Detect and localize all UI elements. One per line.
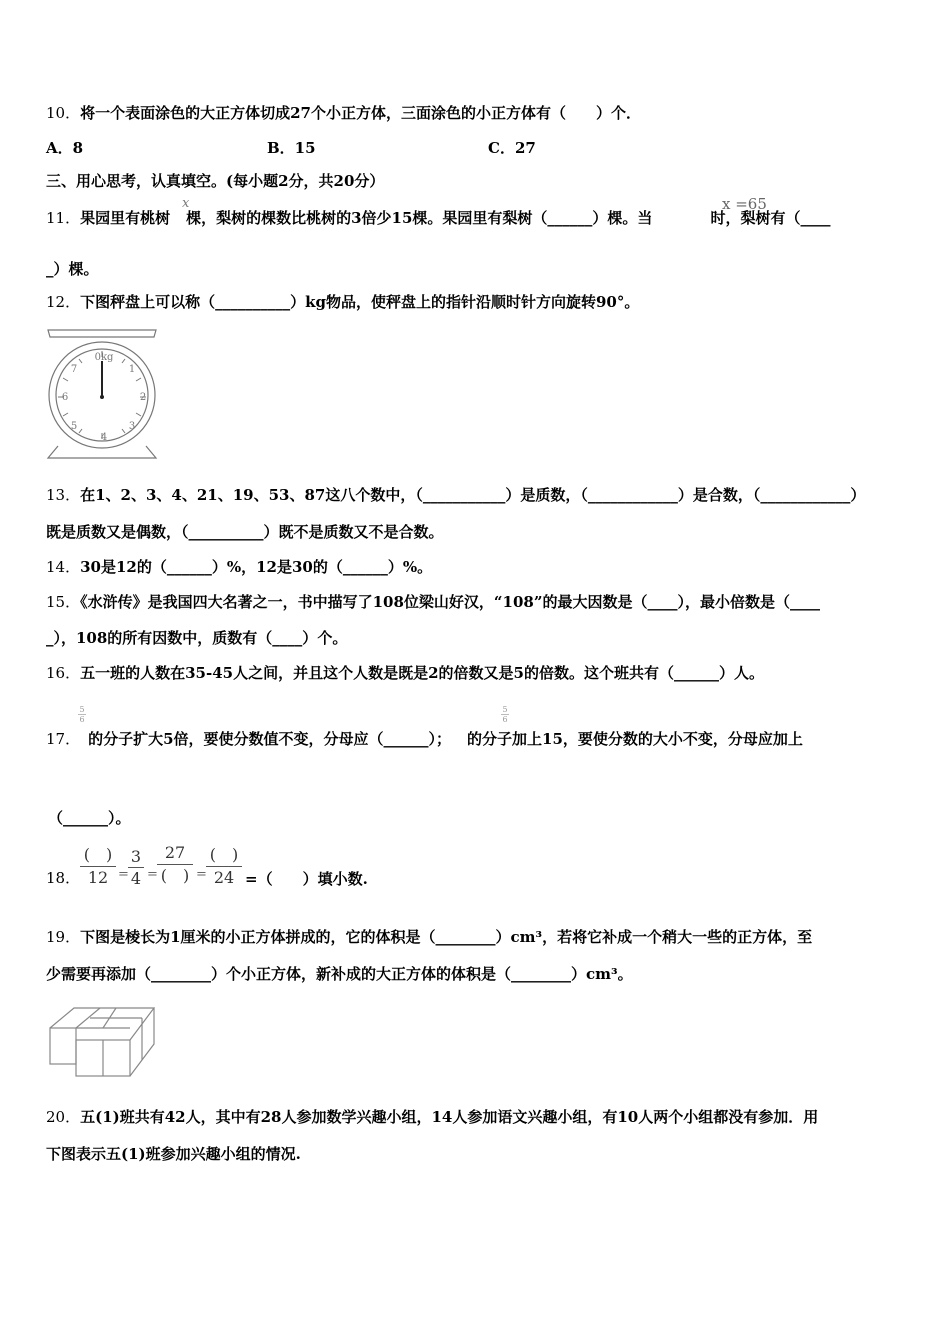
condition-expression: x =65 (722, 195, 767, 213)
section-heading: 三、用心思考，认真填空。(每小题2分，共20分） (46, 172, 385, 190)
question-17 (46, 729, 803, 749)
question-number: 15． (46, 593, 81, 611)
option-a: A．8 (46, 139, 84, 157)
question-19 (46, 927, 812, 947)
question-number: 20． (46, 1108, 81, 1126)
question-20-line2: 下图表示五(1)班参加兴趣小组的情况. (46, 1145, 301, 1163)
question-13 (46, 485, 865, 505)
question-20 (46, 1107, 818, 1127)
dial-label-4: 4 (100, 432, 108, 443)
dial-label-3: 3 (128, 421, 136, 432)
option-c: C．27 (488, 139, 536, 157)
cube-front-left (50, 1028, 76, 1064)
question-number: 19． (46, 928, 81, 946)
question-text-part1: 的分子扩大5倍，要使分数值不变，分母应（______）； (88, 730, 452, 748)
dial-label-2: 2 (139, 392, 147, 403)
fraction-five-sixths: $\frac{5}{6}$ (502, 705, 508, 724)
scale-unit-label: 0kg (94, 352, 114, 363)
fraction-3-over-4: $\frac{3}{4}$ (128, 846, 144, 889)
question-text: 下图秤盘上可以称（__________）kg物品，使秤盘上的指针沿顺时针方向旋转90°。 (80, 293, 640, 311)
dial-label-7: 7 (70, 364, 78, 375)
question-number: 12． (46, 293, 81, 311)
needle-pivot (100, 395, 104, 399)
question-15 (46, 592, 820, 612)
question-text: 《水浒传》是我国四大名著之一，书中描写了108位梁山好汉，“108”的最大因数是（____），最小倍数是（____ (80, 593, 820, 611)
question-text: 五一班的人数在35-45人之间，并且这个人数是既是2的倍数又是5的倍数。这个班共有（______）人。 (80, 664, 764, 682)
question-11 (46, 208, 830, 228)
question-text: 在1、2、3、4、21、19、53、87这八个数中，（___________）是质数，（____________）是合数，（____________） (80, 486, 866, 504)
question-10 (46, 103, 641, 123)
question-15-line2: _），108的所有因数中，质数有（____）个。 (46, 629, 348, 647)
question-14 (46, 557, 432, 577)
question-text: 五(1)班共有42人，其中有28人参加数学兴趣小组，14人参加语文兴趣小组，有10人两个小组都没有参加．用 (80, 1108, 819, 1126)
option-b: B．15 (267, 139, 316, 157)
equals-sign: = (147, 867, 158, 882)
weighing-scale-figure (44, 327, 160, 460)
question-number: 17． (46, 730, 81, 748)
question-12 (46, 292, 639, 312)
fraction-five-sixths: $\frac{5}{6}$ (79, 705, 85, 724)
question-number: 13． (46, 486, 81, 504)
question-16 (46, 663, 764, 683)
question-text-part2: 棵，梨树的棵数比桃树的3倍少15棵。果园里有梨树（______）棵。当 (186, 209, 653, 227)
question-number: 10． (46, 104, 81, 122)
dial-label-6: 6 (61, 392, 69, 403)
question-18-tail: =（ ）填小数. (245, 870, 368, 888)
question-number: 11． (46, 209, 81, 227)
question-text: 将一个表面涂色的大正方体切成27个小正方体，三面涂色的小正方体有（ ）个． (80, 104, 641, 122)
question-11-line2: _）棵。 (46, 260, 99, 278)
dial-label-5: 5 (70, 421, 78, 432)
question-text-part1: 果园里有桃树 (80, 209, 171, 227)
equals-sign: = (118, 867, 129, 882)
fraction-27-over-blank: 27 ( ) (157, 842, 193, 887)
question-19-line2: 少需要再添加（________）个小正方体，新补成的大正方体的体积是（________）cm³。 (46, 965, 633, 983)
question-18 (46, 868, 80, 888)
cube-stack-figure (46, 1004, 158, 1078)
question-text-part2: 的分子加上15，要使分数的大小不变，分母应加上 (467, 730, 803, 748)
question-text: 30是12的（______）%，12是30的（______）%。 (80, 558, 433, 576)
question-number: 18． (46, 869, 81, 887)
equals-sign: = (196, 867, 207, 882)
question-text-part3: 时，梨树有（____ (710, 209, 831, 227)
question-13-line2: 既是质数又是偶数，（__________）既不是质数又不是合数。 (46, 523, 444, 541)
fraction-blank-over-12: ( ) 12 (80, 844, 116, 889)
variable-x: x (182, 196, 190, 211)
question-number: 14． (46, 558, 81, 576)
question-number: 16． (46, 664, 81, 682)
question-text: 下图是棱长为1厘米的小正方体拼成的，它的体积是（________）cm³，若将它补成一个稍大一些的正方体，至 (80, 928, 813, 946)
scale-pan (48, 330, 156, 337)
fraction-blank-over-24: ( ) 24 (206, 844, 242, 889)
question-17-line2: （______）。 (48, 809, 131, 827)
dial-label-1: 1 (128, 364, 136, 375)
